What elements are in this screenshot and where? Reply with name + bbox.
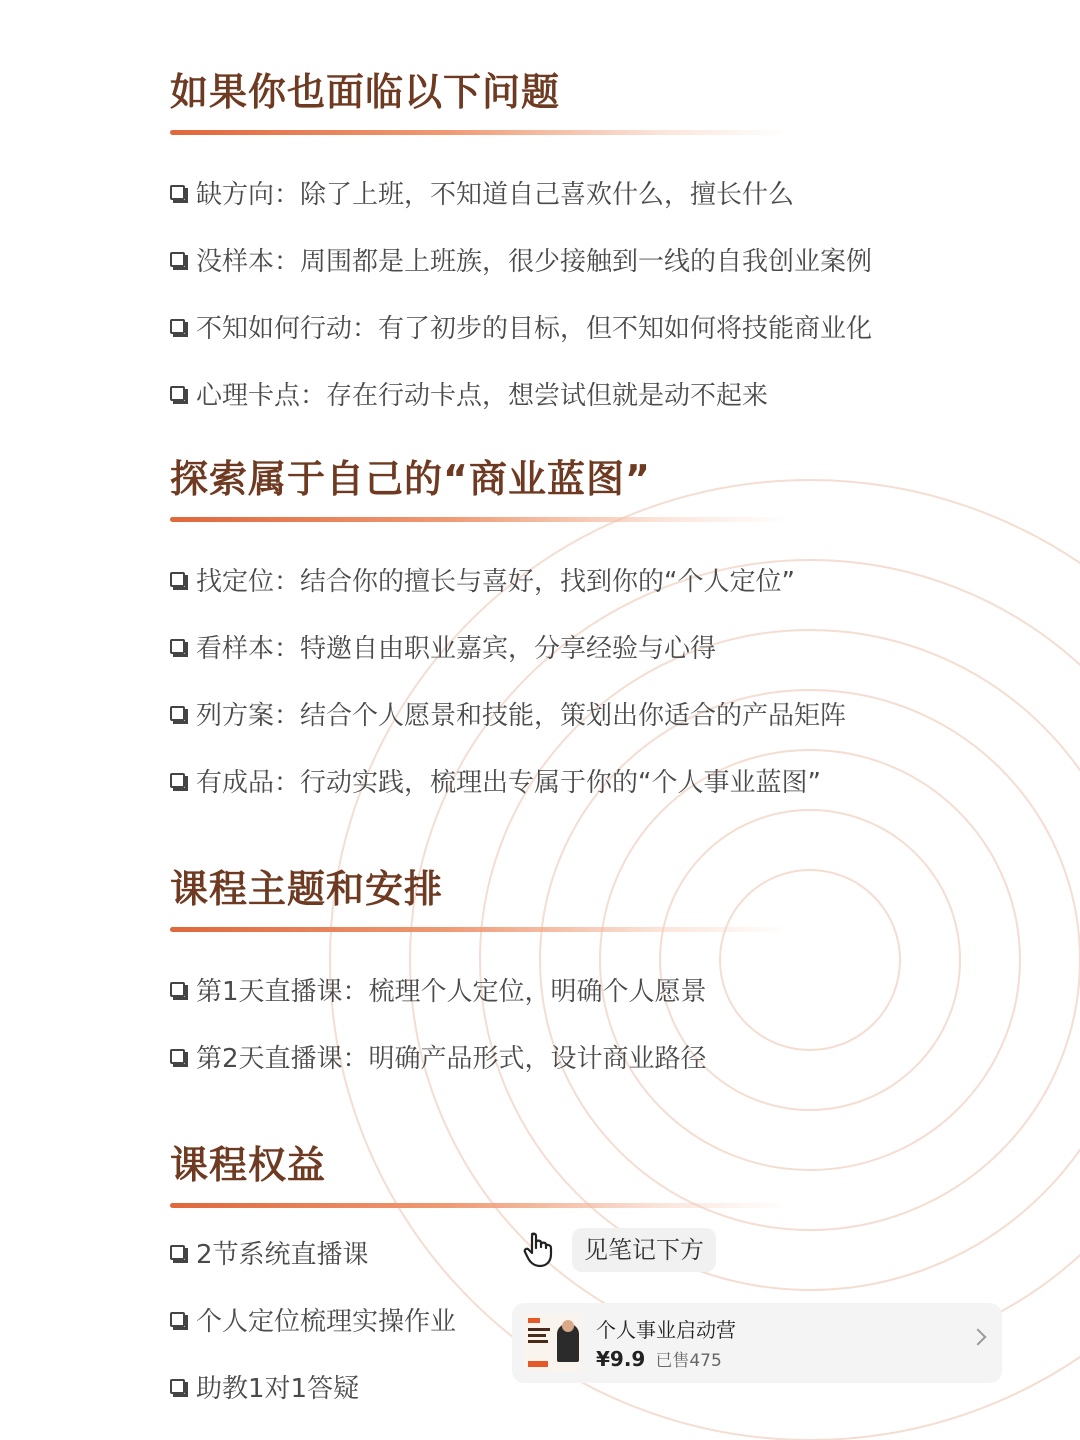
checkbox-icon [170, 706, 185, 721]
section-title: 课程主题和安排 [170, 867, 444, 911]
list-item: 有成品：行动实践，梳理出专属于你的“个人事业蓝图” [170, 760, 821, 800]
product-sold-count: 已售475 [655, 1350, 722, 1371]
checkbox-icon [170, 386, 185, 401]
checkbox-icon [170, 773, 185, 788]
list-item: 找定位：结合你的擅长与喜好，找到你的“个人定位” [170, 559, 795, 599]
product-card[interactable] [512, 1303, 1002, 1383]
section-schedule [170, 867, 790, 932]
checkbox-icon [170, 639, 185, 654]
section-title: 探索属于自己的“商业蓝图” [170, 457, 651, 501]
list-item: 不知如何行动：有了初步的目标，但不知如何将技能商业化 [170, 306, 872, 346]
list-item: 没样本：周围都是上班族，很少接触到一线的自我创业案例 [170, 239, 872, 279]
section-blueprint [170, 457, 790, 522]
product-thumbnail [524, 1314, 582, 1372]
section-problems [170, 70, 790, 135]
checkbox-icon [170, 1245, 185, 1260]
note-pill: 见笔记下方 [572, 1228, 716, 1272]
product-name: 个人事业启动营 [596, 1317, 736, 1342]
checkbox-icon [170, 185, 185, 200]
list-item: 心理卡点：存在行动卡点，想尝试但就是动不起来 [170, 373, 768, 413]
checkbox-icon [170, 572, 185, 587]
list-item: 第1天直播课：梳理个人定位，明确个人愿景 [170, 969, 707, 1009]
list-item: 助教1对1答疑 [170, 1366, 359, 1406]
section-benefits [170, 1143, 790, 1208]
title-underline [170, 130, 790, 135]
checkbox-icon [170, 319, 185, 334]
checkbox-icon [170, 252, 185, 267]
title-underline [170, 927, 790, 932]
list-item: 第2天直播课：明确产品形式，设计商业路径 [170, 1036, 707, 1076]
checkbox-icon [170, 1049, 185, 1064]
section-title: 如果你也面临以下问题 [170, 70, 561, 114]
pointing-hand-icon [520, 1228, 564, 1272]
list-item: 看样本：特邀自由职业嘉宾，分享经验与心得 [170, 626, 716, 666]
title-underline [170, 517, 790, 522]
list-item: 个人定位梳理实操作业 [170, 1299, 456, 1339]
see-note-below [520, 1228, 716, 1272]
title-underline [170, 1203, 790, 1208]
section-title: 课程权益 [170, 1143, 327, 1187]
checkbox-icon [170, 982, 185, 997]
list-item: 2节系统直播课 [170, 1232, 369, 1272]
chevron-right-icon[interactable] [970, 1329, 987, 1346]
list-item: 列方案：结合个人愿景和技能，策划出你适合的产品矩阵 [170, 693, 846, 733]
checkbox-icon [170, 1312, 185, 1327]
list-item: 缺方向：除了上班，不知道自己喜欢什么，擅长什么 [170, 172, 794, 212]
product-price: ¥9.9 [596, 1346, 646, 1371]
checkbox-icon [170, 1379, 185, 1394]
